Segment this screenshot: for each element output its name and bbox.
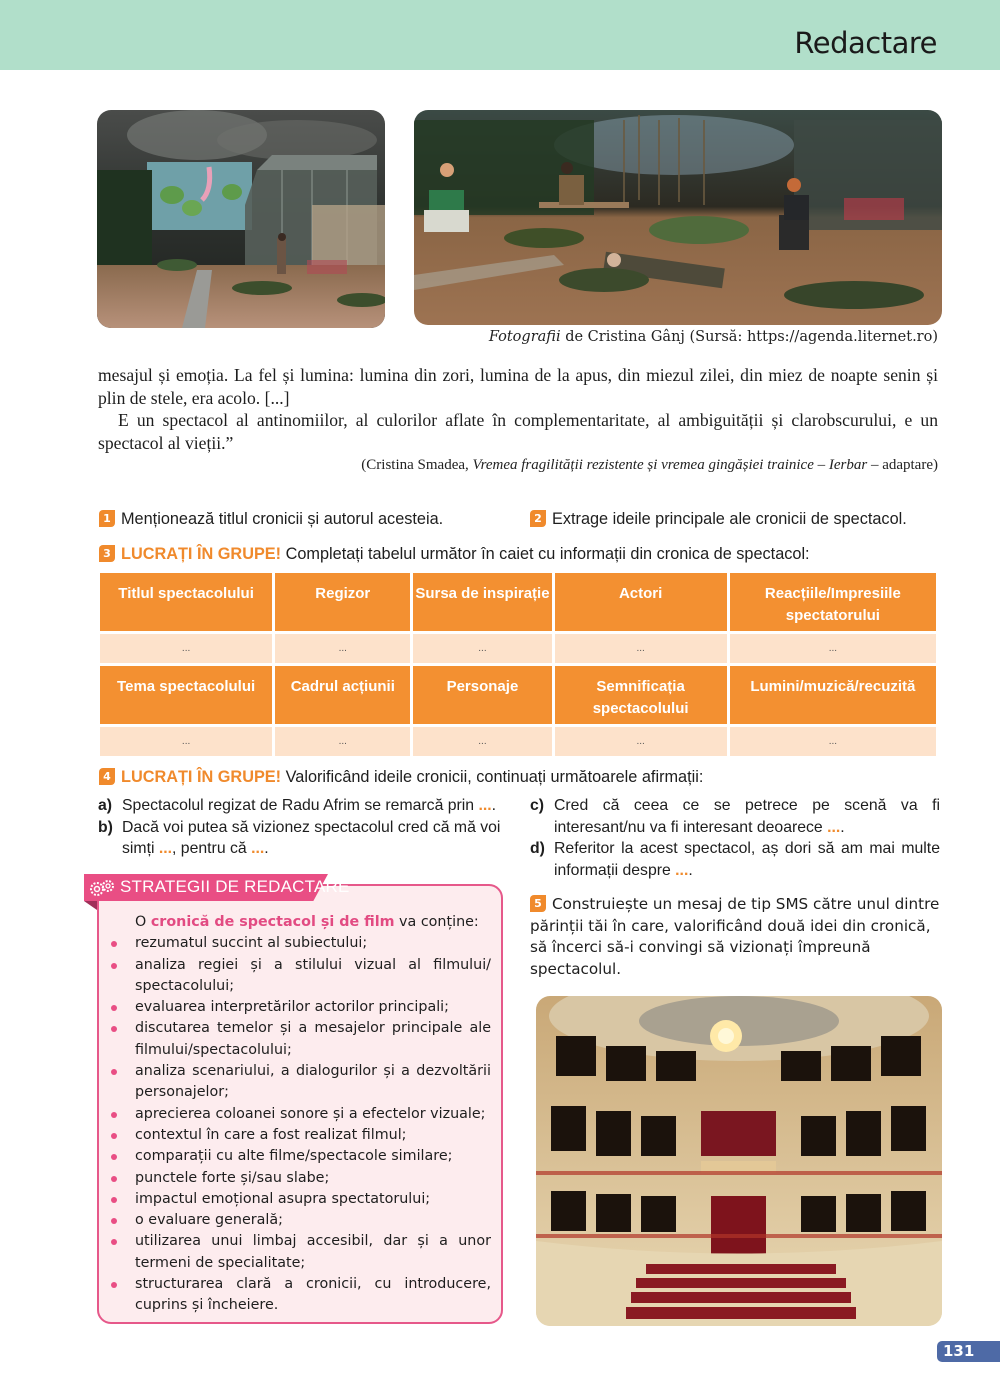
task-text: Completați tabelul următor în caiet cu informații din cronica de spectacol:: [281, 545, 810, 563]
statement-label: a): [98, 797, 113, 814]
caption-italic: Fotografii: [488, 329, 561, 345]
task-text: Construiește un mesaj de tip SMS către unul dintre părinții tăi în care, valorificând două idei din cronică, să încerci să-i convingi să vizionați împreună spectacolul.: [530, 895, 940, 978]
statement-text: Referitor la acest spectacol, aș dori să am mai multe informații despre: [554, 840, 940, 879]
group-work-label: LUCRAȚI ÎN GRUPE!: [121, 768, 282, 786]
task-number-badge: 3: [99, 545, 115, 562]
statements-right: [530, 795, 940, 881]
statement-c: [530, 795, 940, 838]
task-text: Menționează titlul cronicii și autorul acesteia.: [121, 510, 444, 528]
table-header-cell: Reacțiile/Impresiile spectatorului: [730, 573, 936, 631]
task-number-badge: 2: [530, 510, 546, 527]
list-item: [111, 1231, 491, 1274]
bullet-icon: [111, 1282, 117, 1288]
bullet-icon: [111, 1112, 117, 1118]
list-item-text: aprecierea coloanei sonore și a efectelor vizuale;: [135, 1105, 486, 1122]
table-cell: ...: [413, 634, 551, 663]
bullet-icon: [111, 941, 117, 947]
list-item-text: analiza scenariului, a dialogurilor și a dezvoltării personajelor;: [135, 1063, 491, 1101]
source-author: (Cristina Smadea,: [361, 457, 473, 473]
table-header-cell: Actori: [555, 573, 727, 631]
quote-paragraph-1: mesajul și emoția. La fel și lumina: lumina din zori, lumina de la apus, din miezul zilei, din miez de noapte senin și plin de stele, era acolo. [...]: [98, 365, 938, 408]
blank-dots: ...: [827, 818, 841, 836]
statement-end: .: [688, 861, 693, 879]
quote-paragraph-2: E un spectacol al antinomiilor, al culorilor aflate în complementaritate, al ambiguității și clarobscurului, e un spectacol al vieții.”: [98, 410, 938, 453]
bullet-icon: [111, 1133, 117, 1139]
table-cell: ...: [730, 727, 936, 756]
list-item-text: rezumatul succint al subiectului;: [135, 935, 368, 952]
bullet-icon: [111, 1005, 117, 1011]
bullet-icon: [111, 1026, 117, 1032]
statement-a: [98, 795, 510, 817]
intro-highlight: cronică de spectacol și de film: [150, 914, 395, 930]
intro-text: O: [135, 914, 151, 930]
gears-icon: [88, 878, 116, 898]
list-item-text: comparații cu alte filme/spectacole similare;: [135, 1148, 453, 1165]
table-cell: ...: [275, 727, 410, 756]
list-item: [111, 1061, 491, 1104]
strategies-intro: [111, 912, 491, 933]
task-3: [99, 545, 810, 564]
quote-source: [361, 457, 938, 474]
statements-left: [98, 795, 510, 860]
list-item-text: utilizarea unui limbaj accesibil, dar și a unor termeni de specialitate;: [135, 1233, 491, 1271]
stage-photo-actors: [414, 110, 942, 325]
strategies-content: [111, 912, 491, 1317]
table-header-cell: Semnificația spectacolului: [555, 666, 727, 724]
table-header-row: [100, 573, 936, 631]
bullet-icon: [111, 1197, 117, 1203]
list-item-text: o evaluare generală;: [135, 1212, 283, 1229]
list-item: [111, 1189, 491, 1210]
statement-b: [98, 817, 510, 860]
list-item: [111, 1125, 491, 1146]
bullet-icon: [111, 1154, 117, 1160]
blank-dots: ...: [478, 797, 492, 814]
photo-caption: [489, 329, 938, 345]
table-header-cell: Lumini/muzică/recuzită: [730, 666, 936, 724]
list-item: [111, 1104, 491, 1125]
quote-excerpt: [98, 364, 938, 454]
task-4: [99, 768, 703, 787]
strategies-list: [111, 933, 491, 1316]
intro-text: va conține:: [394, 914, 479, 930]
list-item-text: contextul în care a fost realizat filmul;: [135, 1126, 407, 1143]
table-header-cell: Titlul spectacolului: [100, 573, 272, 631]
table-cell: ...: [275, 634, 410, 663]
statement-label: d): [530, 840, 545, 857]
table-header-cell: Cadrul acțiunii: [275, 666, 410, 724]
list-item-text: discutarea temelor și a mesajelor principale ale filmului/spectacolului;: [135, 1020, 491, 1058]
task-number-badge: 4: [99, 768, 115, 785]
group-work-label: LUCRAȚI ÎN GRUPE!: [121, 545, 282, 563]
list-item: [111, 933, 491, 954]
table-row: [100, 634, 936, 663]
task-5: [530, 894, 940, 980]
strategies-title: STRATEGII DE REDACTARE: [120, 877, 350, 896]
task-number-badge: 1: [99, 510, 115, 527]
bullet-icon: [111, 1069, 117, 1075]
list-item-text: evaluarea interpretărilor actorilor principali;: [135, 999, 449, 1016]
table-header-cell: Personaje: [413, 666, 551, 724]
list-item: [111, 1018, 491, 1061]
table-header-cell: Sursa de inspirație: [413, 573, 551, 631]
ribbon-fold: [84, 901, 97, 910]
table-cell: ...: [555, 727, 727, 756]
bullet-icon: [111, 1218, 117, 1224]
list-item: [111, 955, 491, 998]
task-text: Extrage ideile principale ale cronicii de spectacol.: [552, 510, 907, 528]
statement-label: b): [98, 818, 113, 836]
stage-photo-greenhouse: [97, 110, 385, 328]
list-item-text: impactul emoțional asupra spectatorului;: [135, 1190, 431, 1207]
bullet-icon: [111, 963, 117, 969]
blank-dots: ...: [251, 840, 265, 857]
page-number: 131: [937, 1341, 1000, 1362]
list-item-text: structurarea clară a cronicii, cu introducere, cuprins și încheiere.: [135, 1276, 491, 1314]
section-title: Redactare: [794, 26, 937, 60]
list-item: [111, 1146, 491, 1167]
statement-text: Spectacolul regizat de Radu Afrim se remarcă prin: [122, 797, 479, 814]
table-row: [100, 727, 936, 756]
source-note: – adaptare): [867, 457, 938, 473]
table-header-cell: Regizor: [275, 573, 410, 631]
table-header-cell: Tema spectacolului: [100, 666, 272, 724]
table-cell: ...: [555, 634, 727, 663]
list-item-text: analiza regiei și a stilului vizual al filmului/ spectacolului;: [135, 956, 491, 994]
table-cell: ...: [730, 634, 936, 663]
table-cell: ...: [413, 727, 551, 756]
statement-d: [530, 838, 940, 881]
page-header: [0, 0, 1000, 70]
task-1: [99, 510, 443, 529]
statement-label: c): [530, 797, 545, 814]
bullet-icon: [111, 1239, 117, 1245]
blank-dots: ...: [675, 861, 689, 879]
list-item: [111, 1168, 491, 1189]
task-text: Valorificând ideile cronicii, continuați următoarele afirmații:: [281, 768, 704, 786]
source-title: Vremea fragilității rezistente și vremea gingășiei trainice – Ierbar: [472, 457, 868, 473]
statement-text: Dacă voi putea să vizionez spectacolul cred că mă voi simți: [122, 818, 501, 857]
task-2: [530, 510, 907, 529]
list-item-text: punctele forte și/sau slabe;: [135, 1169, 330, 1186]
blank-dots: ...: [158, 840, 173, 857]
statement-text: Cred că ceea ce se petrece pe scenă va fi interesant/nu va fi interesant deoarece: [554, 797, 940, 836]
table-cell: ...: [100, 634, 272, 663]
bullet-icon: [111, 1176, 117, 1182]
statement-end: .: [264, 840, 269, 857]
statement-end: .: [491, 797, 497, 814]
list-item: [111, 997, 491, 1018]
statement-end: .: [840, 818, 845, 836]
list-item: [111, 1274, 491, 1317]
table-header-row: [100, 666, 936, 724]
theatre-interior-photo: [536, 996, 942, 1326]
list-item: [111, 1210, 491, 1231]
task-number-badge: 5: [530, 895, 546, 912]
info-table: [97, 570, 939, 759]
caption-text: de Cristina Gânj (Sursă: https://agenda.liternet.ro): [560, 329, 938, 345]
table-cell: ...: [100, 727, 272, 756]
statement-text: , pentru că: [172, 840, 252, 857]
